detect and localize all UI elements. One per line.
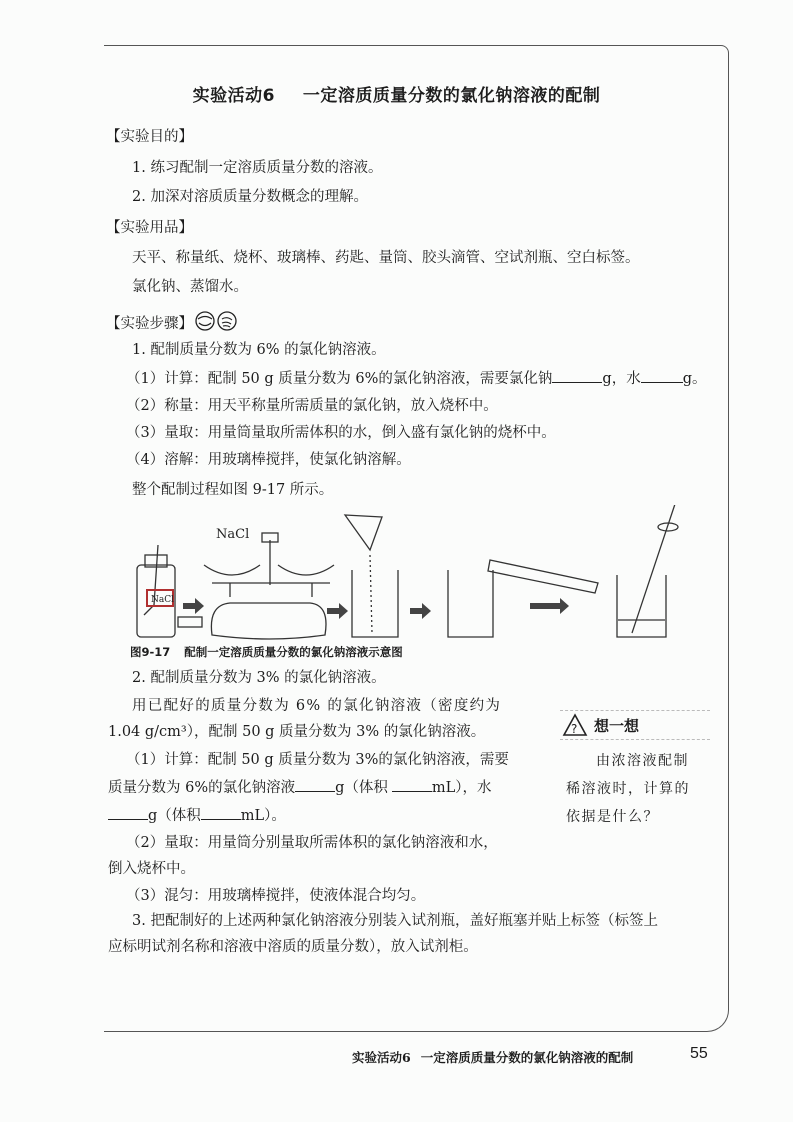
balance — [204, 527, 334, 639]
part1-calc — [126, 368, 707, 389]
part2-measure: （2）量取：用量筒分别量取所需体积的氯化钠溶液和水， — [126, 835, 498, 851]
procedure-figure — [120, 505, 690, 640]
safety-goggles-icon — [196, 312, 214, 330]
answer-blank[interactable] — [201, 805, 241, 820]
arrow-icon — [410, 603, 431, 619]
question-warning-icon — [562, 713, 588, 737]
materials-heading: 【实验用品】 — [106, 220, 193, 236]
title-label: 实验活动6 — [192, 86, 275, 106]
text: 质量分数为 6%的氯化钠溶液 — [108, 780, 296, 796]
think-box-text: 由浓溶液配制 — [596, 753, 689, 769]
weight — [178, 617, 202, 627]
part1-weigh: （2）称量：用天平称量所需质量的氯化钠，放入烧杯中。 — [126, 398, 498, 414]
beaker-pour — [345, 515, 398, 637]
page-number: 55 — [690, 1045, 708, 1062]
footer-label: 实验活动6 — [352, 1050, 411, 1065]
materials-item: 氯化钠、蒸馏水。 — [132, 279, 248, 295]
steps-heading-text: 【实验步骤】 — [106, 316, 193, 332]
part2-mix: （3）混匀：用玻璃棒搅拌，使液体混合均匀。 — [126, 888, 426, 904]
part2-intro: 1.04 g/cm³），配制 50 g 质量分数为 3% 的氯化钠溶液。 — [108, 724, 486, 740]
nacl-label: NaCl — [216, 527, 250, 542]
arrow-icon — [183, 598, 204, 614]
steps-heading — [106, 310, 239, 338]
part2-measure: 倒入烧杯中。 — [108, 861, 195, 877]
part3-text: 3. 把配制好的上述两种氯化钠溶液分别装入试剂瓶，盖好瓶塞并贴上标签（标签上 — [132, 913, 658, 929]
caption-text: 配制一定溶质质量分数的氯化钠溶液示意图 — [184, 645, 403, 659]
answer-blank[interactable] — [295, 777, 335, 792]
page-title — [0, 81, 793, 106]
part2-calc — [108, 805, 286, 826]
purpose-heading: 【实验目的】 — [106, 129, 193, 145]
think-box-text: 稀溶液时，计算的 — [566, 781, 690, 797]
bottle-label: NaCl — [151, 595, 175, 605]
running-footer — [352, 1048, 633, 1066]
beaker-stir — [617, 505, 678, 637]
answer-blank[interactable] — [108, 805, 148, 820]
purpose-item: 1. 练习配制一定溶质质量分数的溶液。 — [132, 160, 383, 176]
arrow-icon — [530, 598, 569, 614]
materials-item: 天平、称量纸、烧杯、玻璃棒、药匙、量筒、胶头滴管、空试剂瓶、空白标签。 — [132, 250, 640, 266]
answer-blank[interactable] — [641, 368, 683, 383]
part2-title: 2. 配制质量分数为 3% 的氯化钠溶液。 — [132, 670, 386, 686]
figure-caption — [130, 644, 403, 660]
footer-text: 一定溶质质量分数的氯化钠溶液的配制 — [420, 1050, 634, 1065]
text: g（体积 — [148, 808, 201, 824]
part3-text: 应标明试剂名称和溶液中溶质的质量分数），放入试剂柜。 — [108, 939, 478, 955]
caption-number: 图9-17 — [130, 645, 171, 659]
think-box-title: 想一想 — [594, 717, 640, 735]
part2-calc: （1）计算：配制 50 g 质量分数为 3%的氯化钠溶液，需要 — [126, 752, 509, 768]
think-box-text: 依据是什么？ — [566, 809, 659, 825]
part1-measure: （3）量取：用量筒量取所需体积的水，倒入盛有氯化钠的烧杯中。 — [126, 425, 556, 441]
answer-blank[interactable] — [392, 777, 432, 792]
hand-wash-icon — [218, 312, 236, 330]
text: g，水 — [602, 371, 641, 387]
part1-summary: 整个配制过程如图 9-17 所示。 — [132, 482, 334, 498]
text: （1）计算：配制 50 g 质量分数为 6%的氯化钠溶液，需要氯化钠 — [126, 371, 553, 387]
answer-blank[interactable] — [552, 368, 602, 383]
part2-intro: 用已配好的质量分数为 6% 的氯化钠溶液（密度约为 — [132, 698, 502, 714]
purpose-item: 2. 加深对溶质质量分数概念的理解。 — [132, 189, 368, 205]
think-box-header — [560, 710, 710, 740]
arrow-icon — [327, 603, 348, 619]
svg-text:?: ? — [571, 722, 578, 736]
text: g（体积 — [335, 780, 388, 796]
part1-title: 1. 配制质量分数为 6% 的氯化钠溶液。 — [132, 342, 386, 358]
text: g。 — [682, 371, 707, 387]
part2-calc — [108, 777, 492, 798]
title-text: 一定溶质质量分数的氯化钠溶液的配制 — [302, 86, 601, 106]
text: mL）。 — [240, 808, 286, 824]
text: mL），水 — [431, 780, 492, 796]
reagent-bottle — [137, 545, 175, 637]
beaker-water — [448, 560, 598, 637]
part1-dissolve: （4）溶解：用玻璃棒搅拌，使氯化钠溶解。 — [126, 452, 411, 468]
